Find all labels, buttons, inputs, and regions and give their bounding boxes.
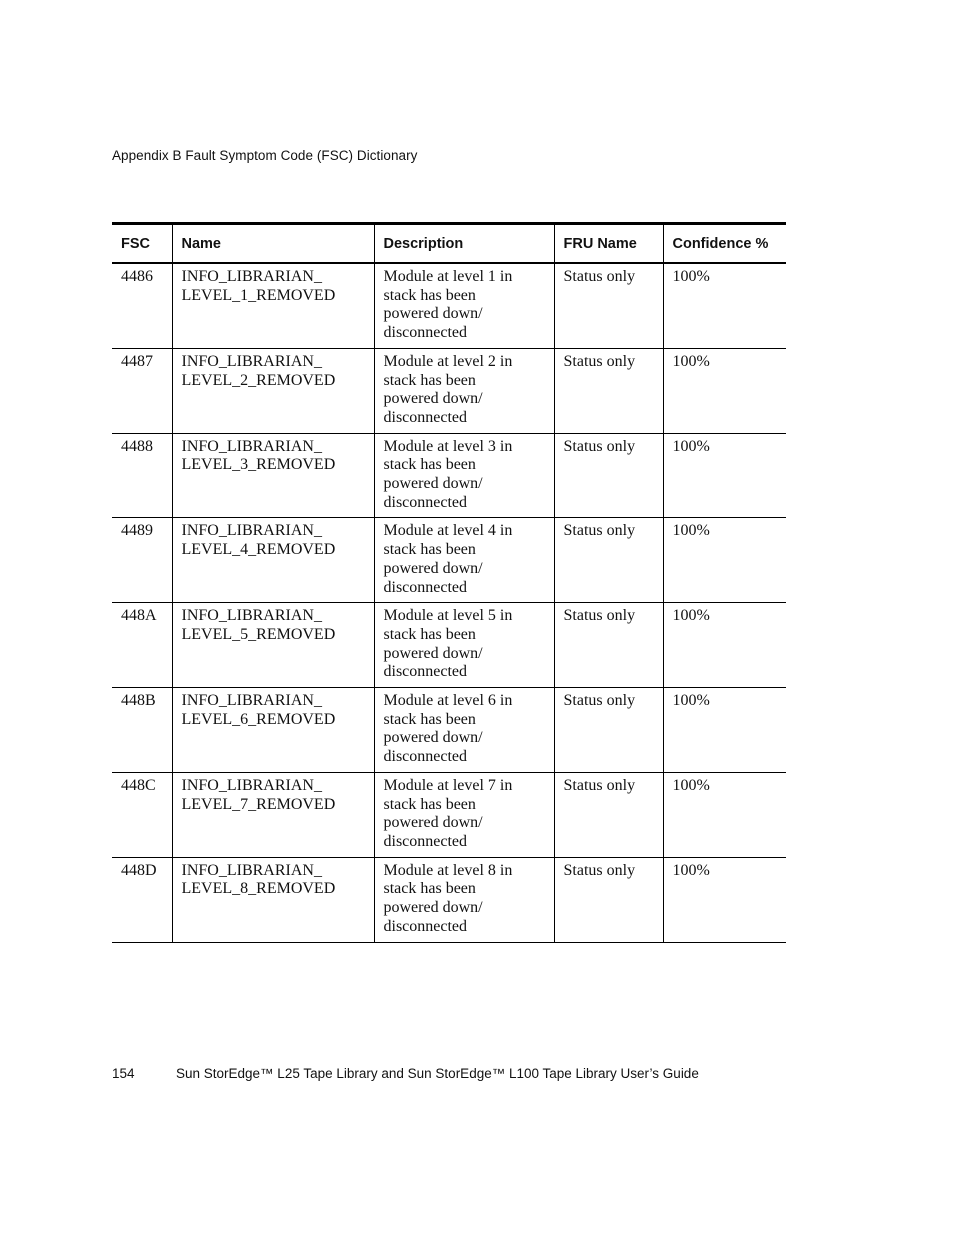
name-cell	[172, 348, 374, 433]
description-line: Module at level 8 in	[383, 861, 513, 879]
table-row	[112, 772, 786, 857]
name-line: INFO_LIBRARIAN_	[181, 352, 322, 370]
description-line: powered down/	[383, 390, 483, 408]
table-row	[112, 263, 786, 348]
column-header-name: Name	[172, 224, 374, 264]
confidence-cell: 100%	[663, 518, 786, 603]
description-line: powered down/	[383, 475, 483, 493]
description-line: Module at level 6 in	[383, 692, 513, 710]
fsc-cell: 448B	[121, 692, 156, 710]
fru-name-cell: Status only	[554, 603, 663, 688]
table-row	[112, 688, 786, 773]
confidence-cell: 100%	[663, 433, 786, 518]
name-line: LEVEL_5_REMOVED	[181, 625, 336, 643]
fru-name-cell: Status only	[554, 433, 663, 518]
description-cell	[374, 603, 554, 688]
table-row	[112, 433, 786, 518]
description-line: stack has been	[383, 456, 476, 474]
name-line: INFO_LIBRARIAN_	[181, 861, 322, 879]
description-line: powered down/	[383, 559, 483, 577]
name-line: LEVEL_2_REMOVED	[181, 371, 336, 389]
description-line: disconnected	[383, 578, 468, 596]
description-line: powered down/	[383, 305, 483, 323]
name-cell	[172, 857, 374, 942]
description-cell	[374, 772, 554, 857]
description-line: stack has been	[383, 286, 476, 304]
name-line: LEVEL_7_REMOVED	[181, 795, 336, 813]
table-row	[112, 348, 786, 433]
description-line: disconnected	[383, 832, 468, 850]
confidence-cell: 100%	[663, 263, 786, 348]
name-line: LEVEL_6_REMOVED	[181, 710, 336, 728]
fsc-cell: 4488	[121, 437, 153, 455]
confidence-cell: 100%	[663, 772, 786, 857]
description-line: disconnected	[383, 917, 468, 935]
column-header-description: Description	[374, 224, 554, 264]
description-line: Module at level 2 in	[383, 352, 513, 370]
description-cell	[374, 518, 554, 603]
fru-name-cell: Status only	[554, 518, 663, 603]
description-line: powered down/	[383, 729, 483, 747]
description-line: Module at level 4 in	[383, 522, 513, 540]
fsc-cell: 448A	[121, 607, 157, 625]
name-line: INFO_LIBRARIAN_	[181, 607, 322, 625]
name-line: LEVEL_3_REMOVED	[181, 456, 336, 474]
column-header-confidence: Confidence %	[663, 224, 786, 264]
book-title: Sun StorEdge™ L25 Tape Library and Sun StorEdge™ L100 Tape Library User’s Guide	[176, 1066, 699, 1081]
description-line: powered down/	[383, 644, 483, 662]
description-line: stack has been	[383, 541, 476, 559]
name-line: INFO_LIBRARIAN_	[181, 437, 322, 455]
description-cell	[374, 263, 554, 348]
description-line: disconnected	[383, 324, 468, 342]
fsc-cell: 448D	[121, 861, 157, 879]
description-cell	[374, 857, 554, 942]
name-cell	[172, 688, 374, 773]
description-cell	[374, 433, 554, 518]
table-row	[112, 857, 786, 942]
description-line: powered down/	[383, 899, 483, 917]
fru-name-cell: Status only	[554, 772, 663, 857]
confidence-cell: 100%	[663, 688, 786, 773]
confidence-cell: 100%	[663, 603, 786, 688]
page-number: 154	[112, 1066, 135, 1081]
name-line: INFO_LIBRARIAN_	[181, 522, 322, 540]
column-header-fsc: FSC	[121, 235, 150, 252]
name-line: INFO_LIBRARIAN_	[181, 776, 322, 794]
table-row	[112, 518, 786, 603]
description-line: disconnected	[383, 408, 468, 426]
description-cell	[374, 688, 554, 773]
description-line: Module at level 1 in	[383, 268, 513, 285]
description-line: disconnected	[383, 663, 468, 681]
name-line: LEVEL_4_REMOVED	[181, 541, 336, 559]
description-line: Module at level 5 in	[383, 607, 513, 625]
confidence-cell: 100%	[663, 348, 786, 433]
column-header-fru-name: FRU Name	[554, 224, 663, 264]
description-line: stack has been	[383, 710, 476, 728]
fsc-cell: 448C	[121, 776, 156, 794]
fru-name-cell: Status only	[554, 688, 663, 773]
table-row	[112, 603, 786, 688]
description-line: Module at level 7 in	[383, 776, 513, 794]
name-line: LEVEL_8_REMOVED	[181, 880, 336, 898]
name-cell	[172, 433, 374, 518]
description-cell	[374, 348, 554, 433]
description-line: disconnected	[383, 748, 468, 766]
fsc-cell: 4489	[121, 522, 153, 540]
fsc-cell: 4487	[121, 352, 153, 370]
running-header: Appendix B Fault Symptom Code (FSC) Dictionary	[112, 148, 418, 163]
confidence-cell: 100%	[663, 857, 786, 942]
description-line: Module at level 3 in	[383, 437, 513, 455]
fsc-cell: 4486	[121, 268, 153, 285]
name-line: LEVEL_1_REMOVED	[181, 286, 336, 304]
name-cell	[172, 772, 374, 857]
description-line: stack has been	[383, 880, 476, 898]
name-cell	[172, 603, 374, 688]
fru-name-cell: Status only	[554, 857, 663, 942]
name-line: INFO_LIBRARIAN_	[181, 268, 322, 285]
fru-name-cell: Status only	[554, 348, 663, 433]
table-header-row	[112, 224, 786, 264]
description-line: disconnected	[383, 493, 468, 511]
description-line: stack has been	[383, 795, 476, 813]
running-footer	[112, 1066, 699, 1081]
fsc-table	[112, 222, 786, 943]
fru-name-cell: Status only	[554, 263, 663, 348]
name-cell	[172, 518, 374, 603]
name-line: INFO_LIBRARIAN_	[181, 692, 322, 710]
description-line: stack has been	[383, 625, 476, 643]
description-line: stack has been	[383, 371, 476, 389]
name-cell	[172, 263, 374, 348]
description-line: powered down/	[383, 814, 483, 832]
